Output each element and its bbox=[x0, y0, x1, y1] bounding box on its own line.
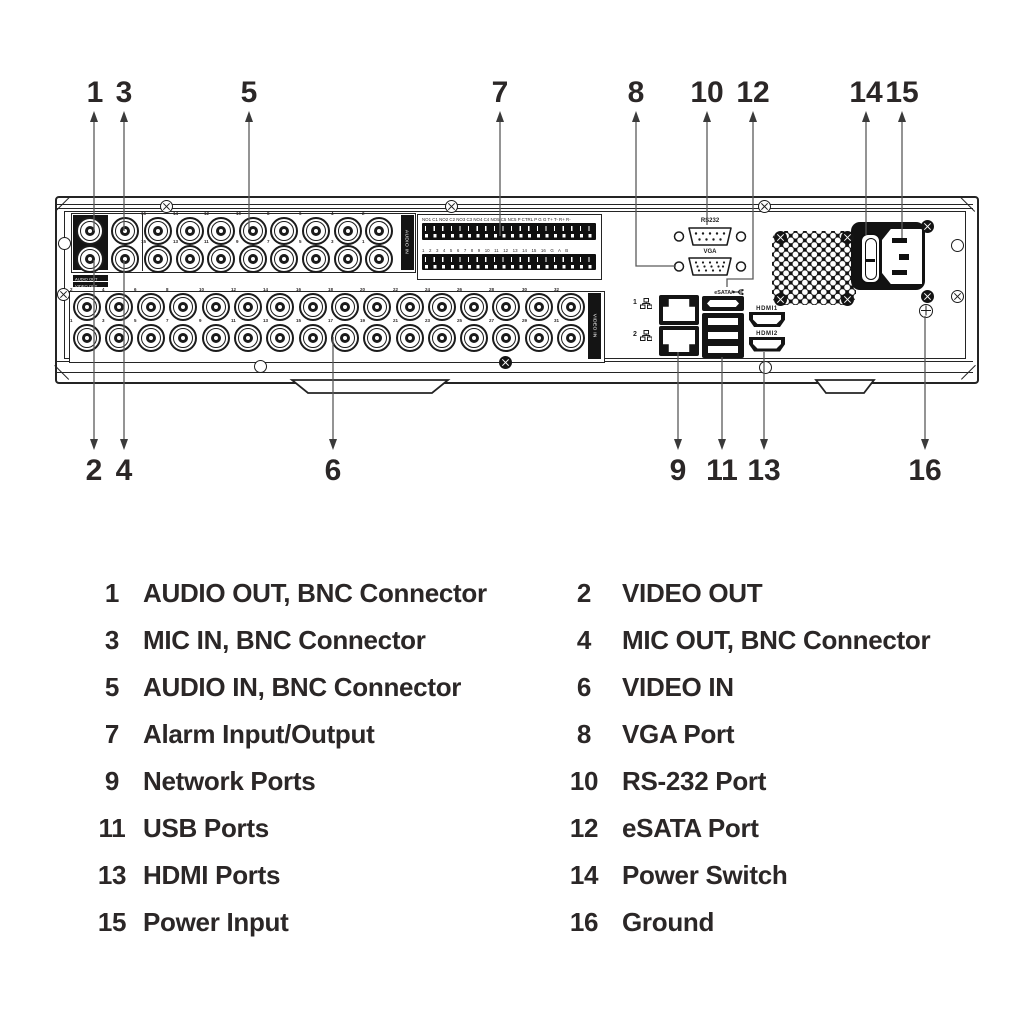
legend-number: 2 bbox=[576, 578, 592, 608]
legend-number: 1 bbox=[104, 578, 120, 608]
network2-label: 2 bbox=[633, 331, 637, 338]
bnc-number: 28 bbox=[489, 287, 495, 292]
callout-number: 16 bbox=[908, 454, 942, 487]
bnc-number: 15 bbox=[141, 239, 147, 244]
callout-number: 3 bbox=[115, 76, 133, 109]
bnc-number: 1 bbox=[362, 239, 365, 244]
legend-label: HDMI Ports bbox=[143, 860, 281, 890]
bnc-number: 9 bbox=[198, 318, 202, 323]
bnc-number: 14 bbox=[172, 211, 178, 216]
bnc-number: 19 bbox=[360, 318, 366, 323]
bnc-number: 30 bbox=[521, 287, 527, 292]
bnc-number: 25 bbox=[457, 318, 463, 323]
callout-number: 9 bbox=[669, 454, 687, 487]
audio-in-label: AUDIO IN bbox=[401, 215, 414, 270]
legend-label: MIC IN, BNC Connector bbox=[143, 625, 426, 655]
legend-number: 11 bbox=[98, 813, 126, 843]
alarm-row2-labels: 1 2 3 4 5 6 7 8 9 10 11 12 13 14 15 16 G A B bbox=[421, 247, 568, 253]
bnc-number: 8 bbox=[267, 211, 270, 216]
bnc-number: 31 bbox=[554, 318, 560, 323]
bnc-number: 18 bbox=[327, 287, 333, 292]
video-out-label: VIDEO OUT bbox=[73, 282, 108, 288]
legend-label: VIDEO IN bbox=[622, 672, 734, 702]
legend-number: 15 bbox=[97, 907, 127, 937]
legend-label: Power Switch bbox=[622, 860, 788, 890]
bnc-number: 22 bbox=[392, 287, 398, 292]
legend-label: Ground bbox=[622, 907, 715, 937]
bnc-number: 8 bbox=[166, 287, 169, 292]
legend-label: AUDIO OUT, BNC Connector bbox=[143, 578, 487, 608]
bnc-number: 24 bbox=[424, 287, 430, 292]
bnc-number: 6 bbox=[299, 211, 302, 216]
bnc-number: 5 bbox=[134, 318, 137, 323]
hdmi1-label: HDMI1 bbox=[756, 305, 778, 312]
bnc-number: 13 bbox=[263, 318, 269, 323]
bnc-number: 3 bbox=[330, 239, 334, 244]
bnc-number: 5 bbox=[299, 239, 302, 244]
bnc-number: 4 bbox=[330, 211, 334, 216]
legend-label: USB Ports bbox=[143, 813, 269, 843]
callout-number: 12 bbox=[736, 76, 770, 109]
callout-number: 1 bbox=[86, 76, 104, 109]
callout-number: 10 bbox=[690, 76, 724, 109]
bnc-number: 10 bbox=[235, 211, 241, 216]
bnc-number: 1 bbox=[69, 318, 73, 323]
legend-label: MIC OUT, BNC Connector bbox=[622, 625, 931, 655]
bnc-number: 12 bbox=[204, 211, 210, 216]
bnc-number: 23 bbox=[424, 318, 430, 323]
legend-number: 9 bbox=[104, 766, 120, 796]
legend-number: 14 bbox=[569, 860, 599, 890]
bnc-number: 2 bbox=[69, 287, 73, 292]
legend-label: Network Ports bbox=[143, 766, 316, 796]
legend-number: 16 bbox=[569, 907, 599, 937]
bnc-number: 7 bbox=[166, 318, 169, 323]
legend-label: eSATA Port bbox=[622, 813, 759, 843]
bnc-number: 3 bbox=[101, 318, 105, 323]
callout-number: 4 bbox=[115, 454, 133, 487]
legend-number: 8 bbox=[576, 719, 592, 749]
bnc-number: 16 bbox=[141, 211, 147, 216]
bnc-number: 6 bbox=[134, 287, 137, 292]
bnc-number: 11 bbox=[231, 318, 236, 323]
legend-number: 3 bbox=[104, 625, 120, 655]
bnc-number: 7 bbox=[267, 239, 270, 244]
bnc-number: 14 bbox=[263, 287, 269, 292]
network1-label: 1 bbox=[633, 299, 637, 306]
bnc-number: 12 bbox=[231, 287, 237, 292]
legend-number: 5 bbox=[104, 672, 120, 702]
bnc-number: 11 bbox=[204, 239, 209, 244]
audio-out-label: AUDIO OUT bbox=[73, 275, 108, 281]
callout-number: 13 bbox=[747, 454, 781, 487]
legend-number: 13 bbox=[97, 860, 127, 890]
bnc-number: 27 bbox=[489, 318, 495, 323]
bnc-number: 21 bbox=[392, 318, 398, 323]
video-in-label: VIDEO IN bbox=[588, 293, 601, 359]
bnc-number: 4 bbox=[101, 287, 105, 292]
legend-label: RS-232 Port bbox=[622, 766, 767, 796]
legend-number: 12 bbox=[569, 813, 599, 843]
bnc-number: 17 bbox=[327, 318, 333, 323]
callout-number: 15 bbox=[885, 76, 919, 109]
legend-number: 4 bbox=[576, 625, 592, 655]
vga-label: VGA bbox=[703, 247, 717, 255]
callout-number: 14 bbox=[849, 76, 883, 109]
legend-label: VGA Port bbox=[622, 719, 735, 749]
callout-number: 11 bbox=[706, 454, 738, 487]
rs232-label: RS232 bbox=[700, 217, 720, 224]
bnc-number: 32 bbox=[554, 287, 560, 292]
legend-number: 6 bbox=[576, 672, 592, 702]
callout-number: 7 bbox=[491, 76, 509, 109]
bnc-number: 10 bbox=[198, 287, 204, 292]
legend-label: VIDEO OUT bbox=[622, 578, 763, 608]
callout-number: 5 bbox=[240, 76, 258, 109]
bnc-number: 29 bbox=[521, 318, 527, 323]
hdmi2-label: HDMI2 bbox=[756, 329, 778, 337]
callout-number: 6 bbox=[324, 454, 342, 487]
callout-number: 8 bbox=[627, 76, 645, 109]
legend-label: AUDIO IN, BNC Connector bbox=[143, 672, 462, 702]
bnc-number: 13 bbox=[172, 239, 178, 244]
legend-label: Alarm Input/Output bbox=[143, 719, 375, 749]
callout-number: 2 bbox=[85, 454, 103, 487]
legend-label: Power Input bbox=[143, 907, 289, 937]
legend-number: 10 bbox=[569, 766, 599, 796]
esata-usb-label: eSATA/ bbox=[699, 287, 747, 297]
bnc-number: 16 bbox=[295, 287, 301, 292]
bnc-number: 9 bbox=[235, 239, 239, 244]
bnc-number: 26 bbox=[457, 287, 463, 292]
bnc-number: 2 bbox=[362, 211, 365, 216]
bnc-number: 15 bbox=[295, 318, 301, 323]
alarm-row1-labels: NO1 C1 NO2 C2 NO3 C3 NO4 C4 NO5 C5 NC5 P CTRL P G G T+ T- R+ R- bbox=[421, 216, 571, 222]
bnc-number: 20 bbox=[360, 287, 366, 292]
legend-number: 7 bbox=[104, 719, 120, 749]
